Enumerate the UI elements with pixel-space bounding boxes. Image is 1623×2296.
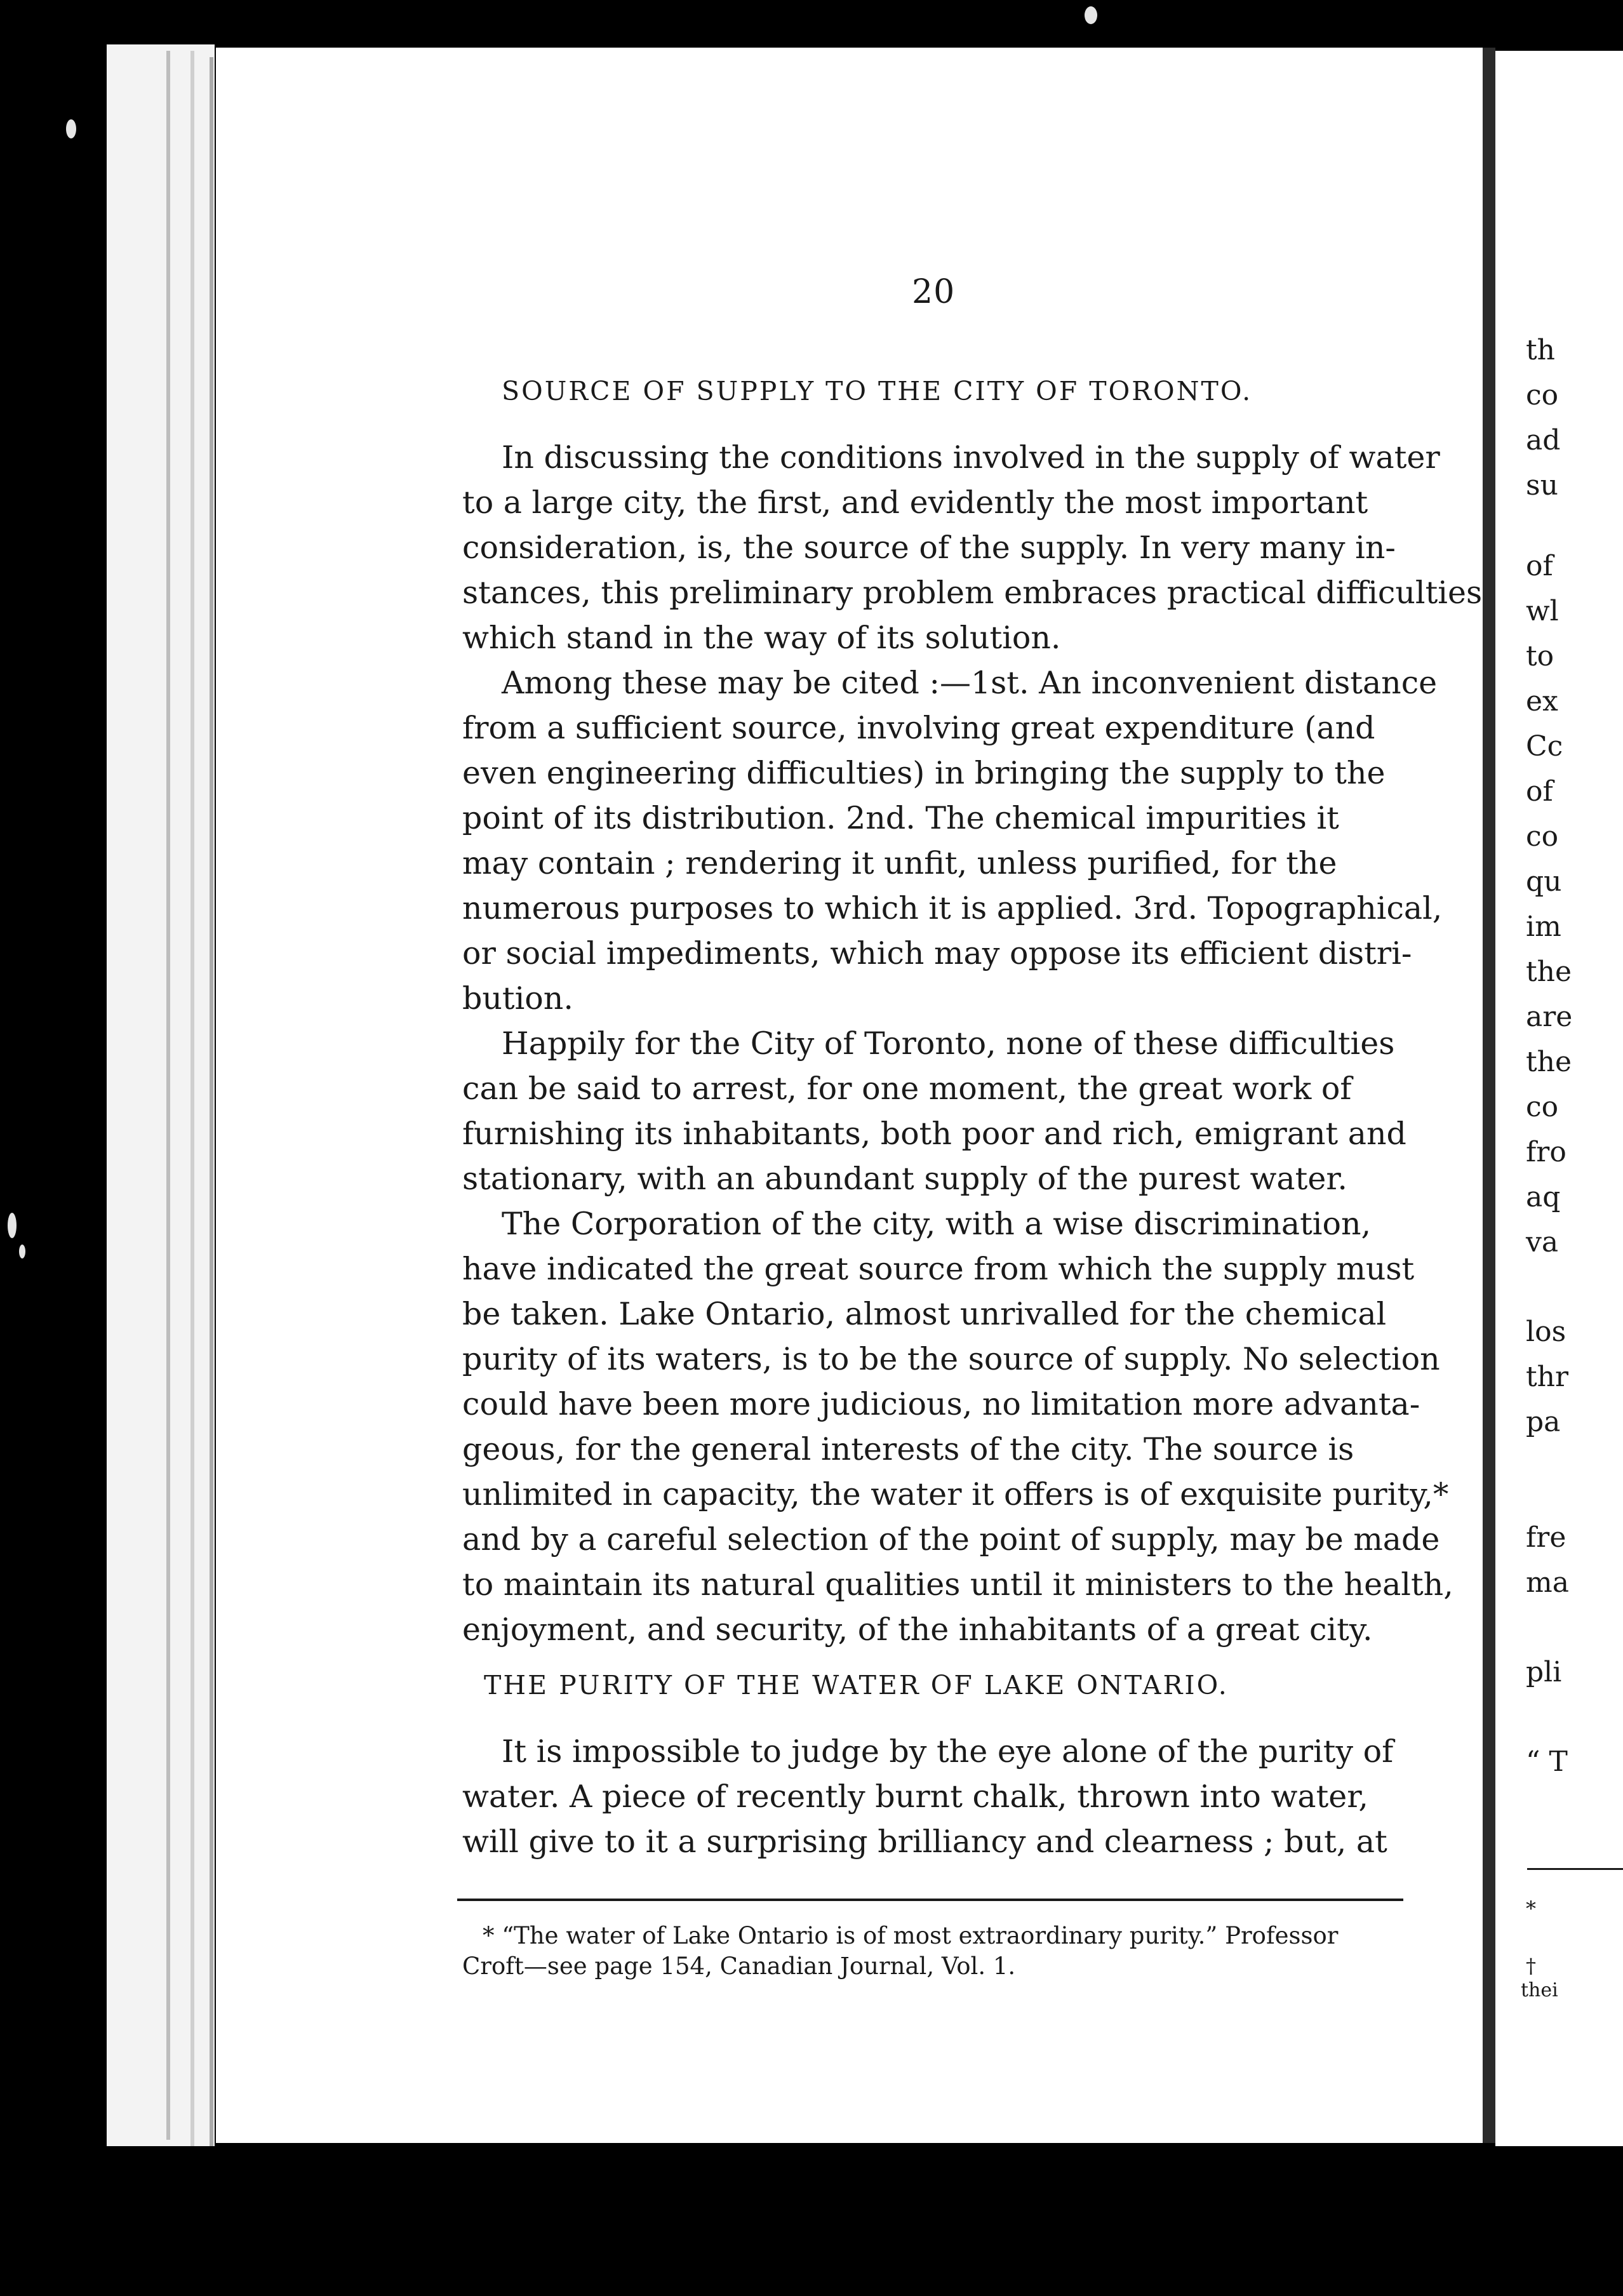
text-line: and by a careful selection of the point of supply, may be made: [462, 1521, 1440, 1558]
text-fragment: are: [1526, 1001, 1573, 1033]
scan-speck: [8, 1213, 17, 1238]
footnote-line: Croft—see page 154, Canadian Journal, Vol. 1.: [462, 1952, 1016, 1980]
text-line: could have been more judicious, no limitation more advanta-: [462, 1386, 1420, 1422]
footnote-line: * “The water of Lake Ontario is of most extraordinary purity.” Professor: [483, 1922, 1339, 1949]
scan-speck: [19, 1245, 25, 1258]
scan-speck: [66, 119, 76, 138]
text-line: enjoyment, and security, of the inhabitants of a great city.: [462, 1612, 1373, 1648]
text-fragment: thr: [1526, 1361, 1569, 1393]
text-fragment: ex: [1526, 685, 1558, 718]
text-line: unlimited in capacity, the water it offers is of exquisite purity,*: [462, 1476, 1449, 1512]
text-line: Happily for the City of Toronto, none of these difficulties: [502, 1025, 1395, 1062]
text-fragment: su: [1526, 469, 1558, 502]
text-line: from a sufficient source, involving great expenditure (and: [462, 710, 1375, 746]
text-line: point of its distribution. 2nd. The chemical impurities it: [462, 800, 1339, 836]
text-line: even engineering difficulties) in bringing the supply to the: [462, 755, 1386, 791]
text-fragment: th: [1526, 334, 1556, 366]
text-fragment: of: [1526, 775, 1553, 808]
page-edge: [107, 44, 215, 2146]
text-line: will give to it a surprising brilliancy and clearness ; but, at: [462, 1824, 1387, 1860]
text-fragment: *: [1526, 1897, 1536, 1921]
footnote-rule: [1527, 1868, 1623, 1870]
text-fragment: to: [1526, 640, 1554, 672]
text-fragment: qu: [1526, 865, 1562, 898]
text-line: In discussing the conditions involved in the supply of water: [502, 439, 1440, 476]
text-line: can be said to arrest, for one moment, the great work of: [462, 1071, 1352, 1107]
text-fragment: wl: [1526, 595, 1559, 627]
text-line: water. A piece of recently burnt chalk, thrown into water,: [462, 1779, 1368, 1815]
text-line: geous, for the general interests of the city. The source is: [462, 1431, 1354, 1467]
page-edge-line: [166, 51, 170, 2140]
text-line: stances, this preliminary problem embraces practical difficulties: [462, 575, 1483, 611]
text-line: to maintain its natural qualities until it ministers to the health,: [462, 1566, 1453, 1603]
text-fragment: “ T: [1526, 1745, 1568, 1778]
book-gutter: [1483, 48, 1495, 2143]
text-line: It is impossible to judge by the eye alone of the purity of: [502, 1733, 1394, 1770]
scan-speck: [1085, 6, 1097, 24]
page-number: 20: [912, 273, 956, 311]
text-line: furnishing its inhabitants, both poor and rich, emigrant and: [462, 1116, 1406, 1152]
text-line: be taken. Lake Ontario, almost unrivalled for the chemical: [462, 1296, 1387, 1332]
text-fragment: co: [1526, 1091, 1559, 1123]
text-fragment: co: [1526, 379, 1559, 411]
text-line: may contain ; rendering it unfit, unless purified, for the: [462, 845, 1337, 881]
text-fragment: im: [1526, 911, 1561, 943]
text-line: bution.: [462, 980, 573, 1017]
text-line: The Corporation of the city, with a wise discrimination,: [502, 1206, 1372, 1242]
text-line: to a large city, the first, and evidently the most important: [462, 484, 1368, 521]
text-fragment: thei: [1521, 1979, 1558, 2001]
text-line: have indicated the great source from which the supply must: [462, 1251, 1415, 1287]
page-edge-line: [190, 51, 194, 2146]
text-fragment: the: [1526, 956, 1572, 988]
text-fragment: the: [1526, 1046, 1572, 1078]
text-fragment: †: [1526, 1954, 1536, 1978]
page-edge-line: [210, 57, 213, 2146]
adjacent-page: [1495, 51, 1623, 2146]
text-fragment: Cc: [1526, 730, 1563, 763]
text-fragment: fro: [1526, 1136, 1566, 1168]
text-fragment: ma: [1526, 1566, 1569, 1599]
text-fragment: va: [1526, 1226, 1559, 1258]
text-fragment: co: [1526, 820, 1559, 853]
text-fragment: los: [1526, 1316, 1566, 1348]
text-fragment: ad: [1526, 424, 1561, 457]
text-fragment: pli: [1526, 1656, 1562, 1688]
text-line: consideration, is, the source of the supply. In very many in-: [462, 530, 1396, 566]
text-line: stationary, with an abundant supply of the purest water.: [462, 1161, 1347, 1197]
text-line: or social impediments, which may oppose its efficient distri-: [462, 935, 1412, 971]
section-heading: THE PURITY OF THE WATER OF LAKE ONTARIO.: [484, 1670, 1229, 1700]
footnote-rule: [457, 1899, 1403, 1901]
text-fragment: of: [1526, 550, 1553, 582]
text-line: which stand in the way of its solution.: [462, 620, 1061, 656]
text-line: Among these may be cited :—1st. An inconvenient distance: [502, 665, 1438, 701]
section-heading: SOURCE OF SUPPLY TO THE CITY OF TORONTO.: [502, 376, 1253, 406]
text-line: numerous purposes to which it is applied. 3rd. Topographical,: [462, 890, 1443, 926]
text-line: purity of its waters, is to be the source of supply. No selection: [462, 1341, 1440, 1377]
text-fragment: aq: [1526, 1181, 1561, 1213]
text-fragment: pa: [1526, 1406, 1561, 1438]
text-fragment: fre: [1526, 1521, 1566, 1554]
